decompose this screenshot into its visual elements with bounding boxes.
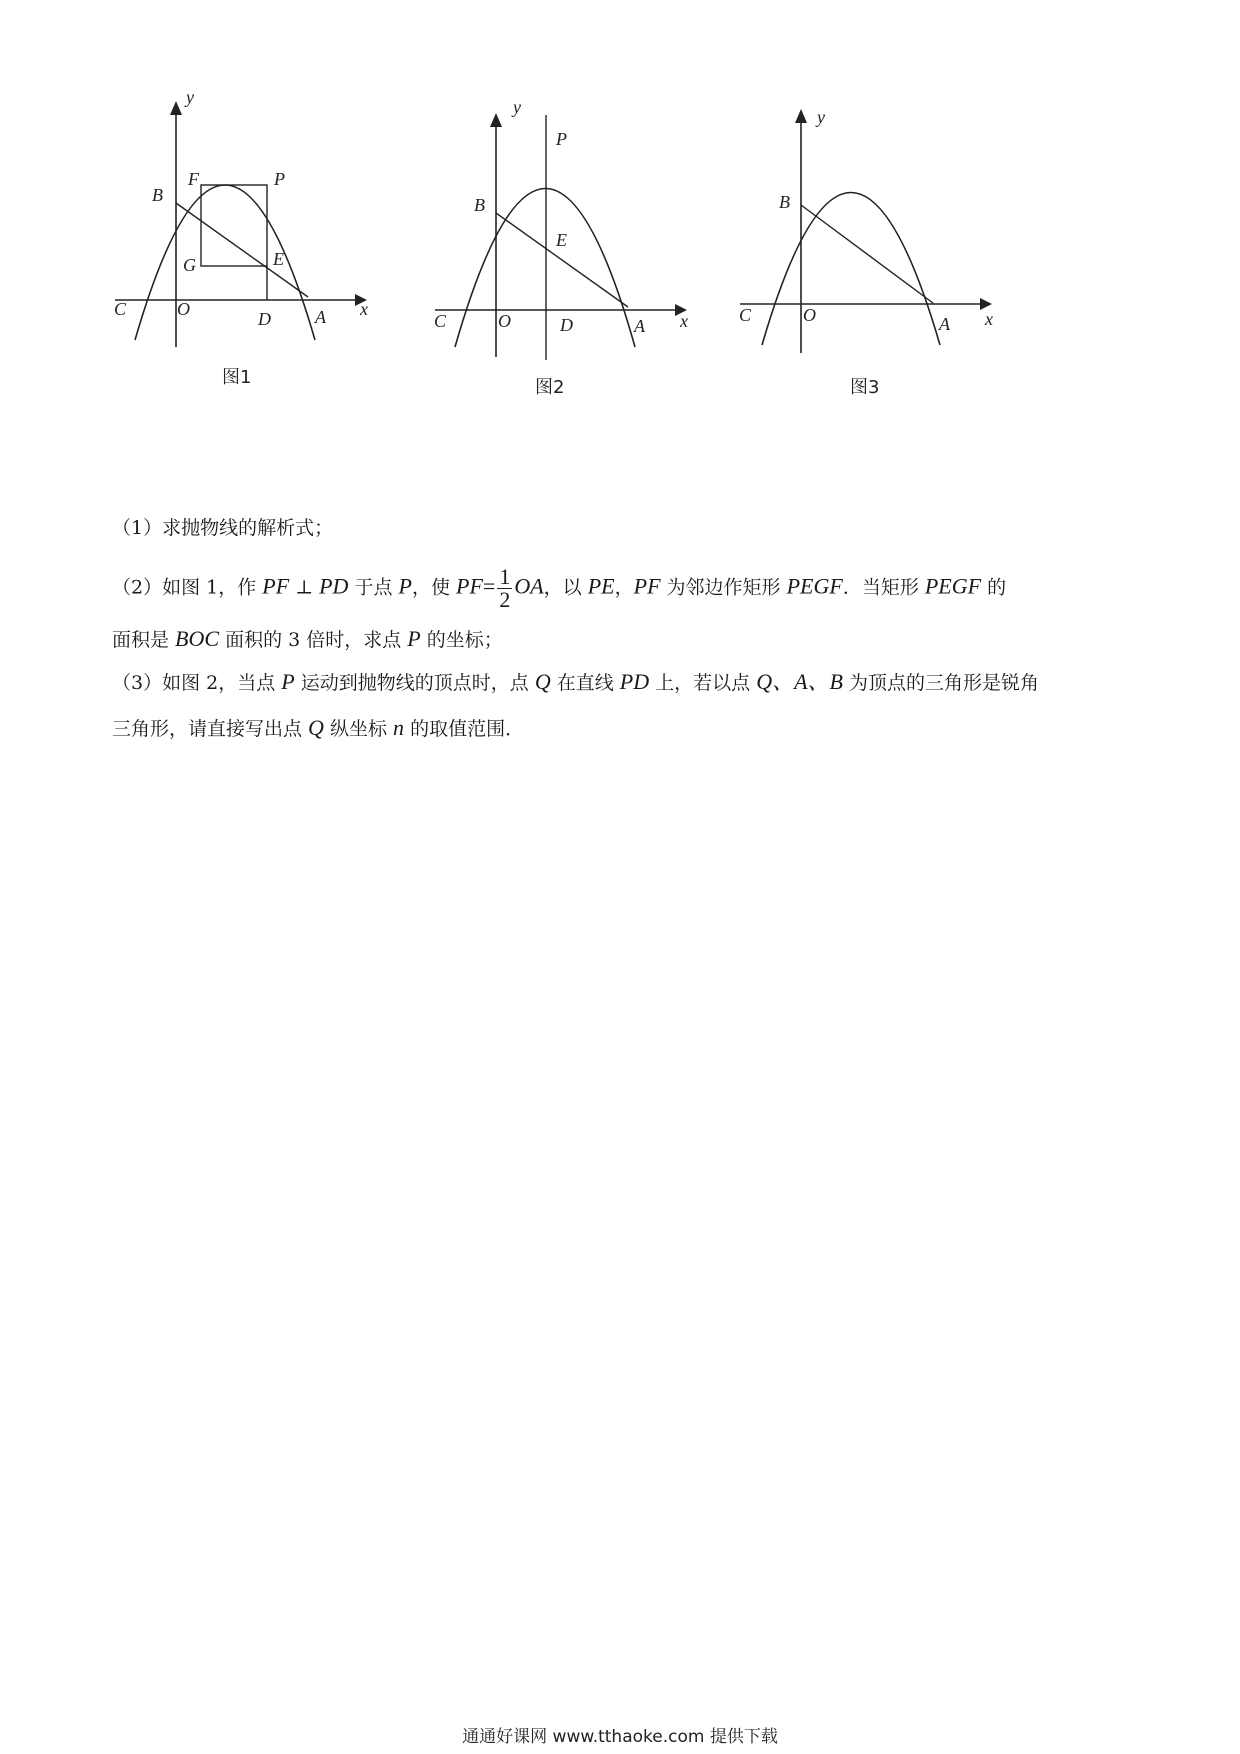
q3-text-c: 在直线 (550, 672, 620, 694)
q2-line2-text-a: 面积是 (112, 629, 176, 651)
q3-line2-text-a: 三角形，请直接写出点 (112, 718, 309, 740)
label-o: O (803, 305, 816, 325)
label-g: G (183, 255, 196, 275)
q2-text-b: 于点 (348, 576, 399, 599)
y-axis-arrow-icon (795, 109, 807, 123)
label-a: A (634, 316, 645, 336)
question-2-line-1 (112, 566, 1132, 611)
q3-q: Q (534, 669, 551, 694)
figure-2-caption: 图2 (535, 377, 565, 398)
q2-pegf-2: PEGF (924, 573, 982, 599)
label-b: B (779, 192, 790, 212)
question-1 (112, 516, 1132, 540)
line-ab (496, 213, 628, 307)
label-a: A (315, 307, 326, 327)
q2-pe: PE (587, 573, 615, 599)
label-y: y (817, 107, 825, 127)
q3-line2-text-c: 的取值范围． (404, 718, 525, 740)
q2-fraction-numerator: 1 (499, 564, 511, 589)
figure-3 (735, 95, 1025, 415)
q3-text-a: （3）如图 2，当点 (112, 672, 282, 694)
label-d: D (258, 309, 271, 329)
q2-equals: = (482, 573, 496, 599)
q2-text-d: ，以 (543, 576, 588, 599)
q3-n: n (393, 715, 405, 740)
line-ab (176, 203, 308, 297)
question-1-text: （1）求抛物线的解析式； (112, 517, 334, 539)
q3-p: P (281, 669, 295, 694)
parabola (135, 185, 315, 340)
line-ab (801, 205, 933, 303)
label-f: F (188, 169, 199, 189)
label-c: C (739, 305, 752, 325)
q2-text-g: ．当矩形 (842, 576, 925, 599)
parabola (762, 193, 940, 346)
q3-text-b: 运动到抛物线的顶点时，点 (294, 672, 535, 694)
question-3-line-2 (112, 716, 1132, 741)
label-x: x (360, 299, 368, 319)
q2-pf-2: PF (456, 573, 483, 599)
figure-3-caption: 图3 (850, 377, 880, 398)
label-x: x (680, 311, 688, 331)
figure-1 (110, 85, 400, 415)
label-y: y (513, 97, 521, 117)
label-p: P (556, 129, 567, 149)
figure-1-graph (110, 85, 400, 415)
label-c: C (434, 311, 447, 331)
q3-line2-text-b: 纵坐标 (323, 718, 394, 740)
q2-pf: PF (262, 573, 290, 599)
label-o: O (177, 299, 190, 319)
q2-text-h: 的 (981, 576, 1007, 599)
question-3-line-1 (112, 670, 1132, 695)
question-2-line-2 (112, 627, 1132, 652)
q2-fraction (497, 566, 512, 611)
label-b: B (474, 195, 485, 215)
q2-pegf: PEGF (786, 573, 843, 599)
y-axis-arrow-icon (170, 101, 182, 115)
figure-3-graph (735, 95, 1025, 415)
q2-pf-3: PF (633, 573, 661, 599)
y-axis-arrow-icon (490, 113, 502, 127)
q2-fraction-denominator: 2 (499, 587, 511, 612)
q3-text-d: 上，若以点 (649, 672, 757, 694)
q2-p-2: P (407, 626, 421, 651)
label-d: D (560, 315, 573, 335)
label-y: y (186, 87, 194, 107)
q2-oa: OA (514, 573, 544, 599)
q3-pd: PD (619, 669, 650, 694)
figure-2 (430, 95, 720, 415)
label-c: C (114, 299, 127, 319)
label-p: P (274, 169, 285, 189)
label-o: O (498, 311, 511, 331)
rectangle-pegf (201, 185, 267, 266)
q2-p: P (398, 573, 412, 599)
q2-boc: BOC (175, 626, 220, 651)
q2-text-c: ，使 (411, 576, 457, 599)
q2-pd: PD (319, 573, 349, 599)
label-e: E (556, 230, 567, 250)
q3-text-e: 为顶点的三角形是锐角 (842, 672, 1040, 694)
q2-line2-text-b: 面积的 3 倍时，求点 (219, 629, 408, 651)
label-x: x (985, 309, 993, 329)
figure-2-graph (430, 95, 720, 415)
q3-points: Q、A、B (756, 669, 843, 694)
figure-1-caption: 图1 (222, 367, 252, 388)
label-b: B (152, 185, 163, 205)
footer-text: 通通好课网 www.tthaoke.com 提供下载 (462, 1727, 778, 1747)
q2-perp-symbol: ⊥ (289, 576, 320, 599)
q3-q-2: Q (308, 715, 324, 740)
q2-text-f: 为邻边作矩形 (660, 576, 787, 599)
q2-text-e: ， (614, 576, 634, 599)
q2-line2-text-c: 的坐标； (420, 629, 503, 651)
q2-text-a: （2）如图 1，作 (112, 576, 257, 599)
label-e: E (273, 249, 284, 269)
label-a: A (939, 314, 950, 334)
